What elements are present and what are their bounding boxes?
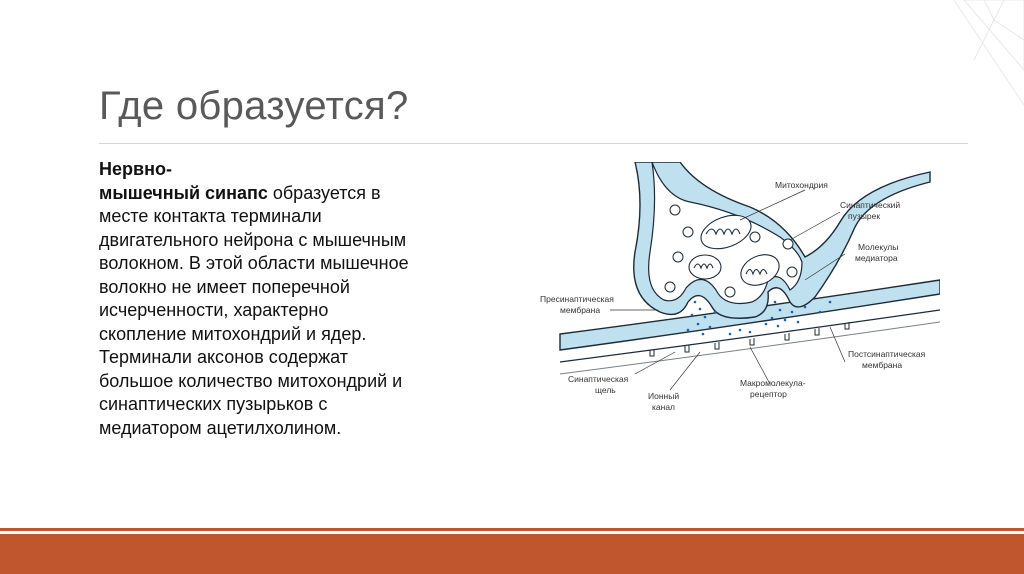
title-divider bbox=[99, 143, 968, 144]
body-line: большое количество митохондрий и bbox=[99, 370, 403, 391]
label-cleft-2: щель bbox=[595, 385, 616, 395]
term-bold-1: Нервно- bbox=[99, 159, 172, 179]
label-mitochondria: Митохондрия bbox=[775, 180, 828, 190]
slide-title: Где образуется? bbox=[99, 84, 409, 128]
label-cleft-1: Синаптическая bbox=[568, 374, 629, 384]
label-postsynaptic-1: Постсинаптическая bbox=[848, 349, 926, 359]
label-mediator-1: Молекулы bbox=[858, 242, 899, 252]
label-channel-1: Ионный bbox=[648, 391, 680, 401]
body-line: медиатором ацетилхолином. bbox=[99, 417, 342, 438]
body-line: месте контакта терминали bbox=[99, 206, 322, 226]
body-line: исчерченности, характерно bbox=[99, 300, 329, 320]
body-line: волокном. В этой области мышечное bbox=[99, 253, 409, 273]
label-postsynaptic-2: мембрана bbox=[862, 360, 903, 370]
corner-decoration bbox=[934, 0, 1024, 110]
label-mediator-2: медиатора bbox=[855, 253, 898, 263]
footer-accent-bar bbox=[0, 534, 1024, 574]
label-presynaptic-2: мембрана bbox=[560, 305, 601, 315]
label-presynaptic-1: Пресинаптическая bbox=[540, 294, 614, 304]
label-vesicle-2: пузырек bbox=[848, 211, 881, 221]
footer-accent-line bbox=[0, 528, 1024, 531]
synapse-diagram bbox=[540, 162, 940, 452]
body-line: двигательного нейрона с мышечным bbox=[99, 229, 407, 250]
body-line: синаптических пузырьков с bbox=[99, 394, 328, 414]
label-vesicle-1: Синаптический bbox=[840, 200, 901, 210]
label-receptor-2: рецептор bbox=[750, 389, 787, 399]
body-line: Терминали аксонов содержат bbox=[99, 347, 349, 367]
body-line: скопление митохондрий и ядер. bbox=[99, 323, 367, 344]
label-receptor-1: Макромолекула- bbox=[740, 378, 806, 388]
body-text bbox=[99, 158, 489, 440]
label-channel-2: канал bbox=[652, 402, 676, 412]
term-bold-2: мышечный синапс bbox=[99, 182, 268, 203]
body-line: волокно не имеет поперечной bbox=[99, 276, 350, 297]
body-line-2: образуется в bbox=[267, 182, 381, 203]
